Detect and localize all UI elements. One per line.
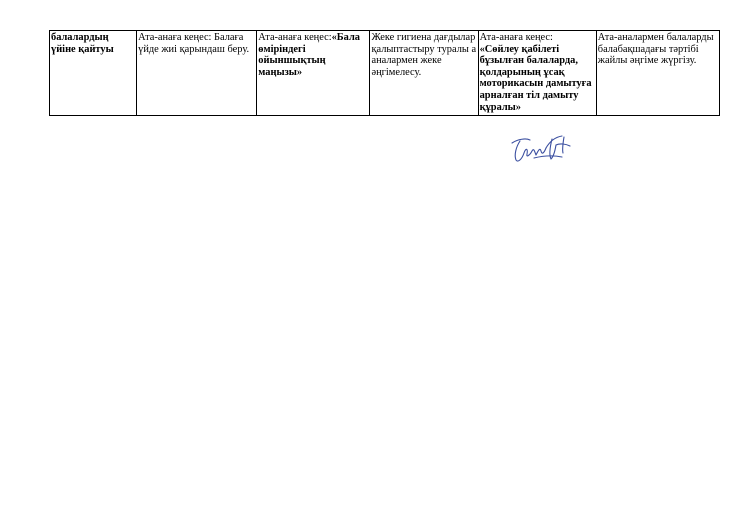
table-cell-advice-toys xyxy=(257,31,370,116)
advice-speech-prefix: Ата-анаға кеңес: xyxy=(479,32,553,43)
table-cell-advice-pencil xyxy=(137,31,257,116)
plan-table xyxy=(49,30,720,116)
table-cell-activity xyxy=(50,31,137,116)
advice-toys-title: «Бала өміріндегі ойыншықтың маңызы» xyxy=(258,32,360,78)
conversation-text: Ата-аналармен балаларды балабақшадағы тәртібі жайлы әңгіме жүргізу. xyxy=(597,32,714,67)
table-cell-conversation xyxy=(596,31,719,116)
signature-image xyxy=(506,133,576,165)
advice-speech-title: «Сөйлеу қабілеті бұзылған балаларда, қолдарының ұсақ моторикасын дамытуға арналған тіл дамыту құралы» xyxy=(479,43,592,113)
table-cell-advice-speech xyxy=(478,31,596,116)
table-cell-hygiene xyxy=(370,31,478,116)
hygiene-line-2: қалыптастыру туралы а xyxy=(371,43,477,55)
table-row xyxy=(50,31,720,116)
hygiene-line-1: Жеке гигиена дағдылар xyxy=(371,32,476,43)
activity-text: балалардың үйіне қайтуы xyxy=(51,32,114,55)
hygiene-line-rest: аналармен жеке әңгімелесу. xyxy=(371,55,442,78)
advice-pencil-text: Ата-анаға кеңес: Балаға үйде жиі қарындаш беру. xyxy=(138,32,250,55)
advice-toys-prefix: Ата-анаға кеңес: xyxy=(258,32,332,43)
